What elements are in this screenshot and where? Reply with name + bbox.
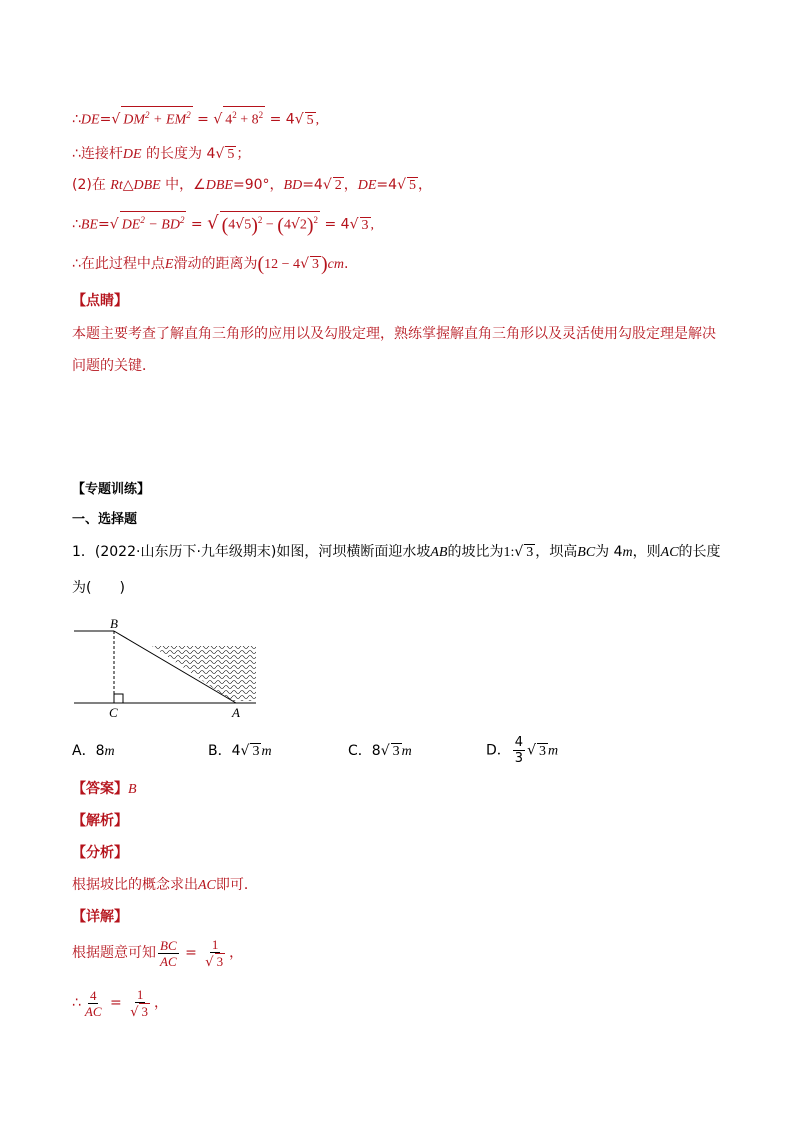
solution-line-distance: ∴在此过程中点E滑动的距离为(12 − 4√ 3 )cm.	[72, 253, 349, 275]
xiangjie-header: 【详解】	[72, 909, 128, 925]
label-a: A	[232, 705, 240, 720]
jiexi-header: 【解析】	[72, 813, 128, 829]
training-header: 【专题训练】	[72, 482, 151, 497]
solution-line-part2: (2)在 Rt△DBE 中，∠DBE=90°，BD=4√ 2 ，DE=4√ 5 ，	[72, 177, 432, 193]
detail-line-1: 根据题意可知 $\frac{BC}{AC}$ = $\frac{1}{√ 3}$ ，	[72, 936, 244, 970]
dianjing-header: 【点睛】	[72, 293, 128, 309]
label-c: C	[109, 705, 118, 720]
choice-c[interactable]: C．8√ 3 m	[348, 743, 412, 759]
question-1-line-2: 为( )	[72, 580, 125, 596]
dianjing-text-1: 本题主要考查了解直角三角形的应用以及勾股定理，熟练掌握解直角三角形以及灵活使用勾股定理是解决	[72, 326, 716, 342]
detail-line-2: ∴ $\frac{4}{AC}$ = $\frac{1}{√ 3}$ ，	[72, 986, 168, 1020]
fenxi-header: 【分析】	[72, 845, 128, 861]
dianjing-text-2: 问题的关键．	[72, 358, 156, 374]
dam-figure	[72, 614, 272, 720]
fenxi-text: 根据坡比的概念求出AC即可．	[72, 877, 258, 893]
solution-line-be: ∴BE=√ $DE^2 - BD^2$ = √ $(4√5)^2 - (4√2)^2 = 4√$ 3 ,	[72, 212, 374, 237]
label-b: B	[110, 616, 118, 631]
question-1-line-1: 1．(2022·山东历下·九年级期末)如图，河坝横断面迎水坡AB的坡比为1:√ 3 ，坝高BC为 4m，则AC的长度	[72, 544, 721, 560]
water-area	[142, 644, 258, 704]
section-title: 一、选择题	[72, 512, 138, 527]
answer-line: 【答案】B	[72, 781, 137, 797]
choice-a[interactable]: A．8m	[72, 743, 115, 759]
choice-d[interactable]: D． $\frac{4}{3}$ √ 3 m	[486, 735, 559, 766]
solution-line-de: ∴DE=√ $DM^2 + EM^2$ = √ $4^2 + 8^2 = 4√$ 5 ,	[72, 106, 319, 131]
choice-b[interactable]: B．4√ 3 m	[208, 743, 272, 759]
right-angle-mark	[114, 694, 123, 703]
solution-line-de-length: ∴连接杆DE 的长度为 4√ 5 ；	[72, 146, 251, 162]
